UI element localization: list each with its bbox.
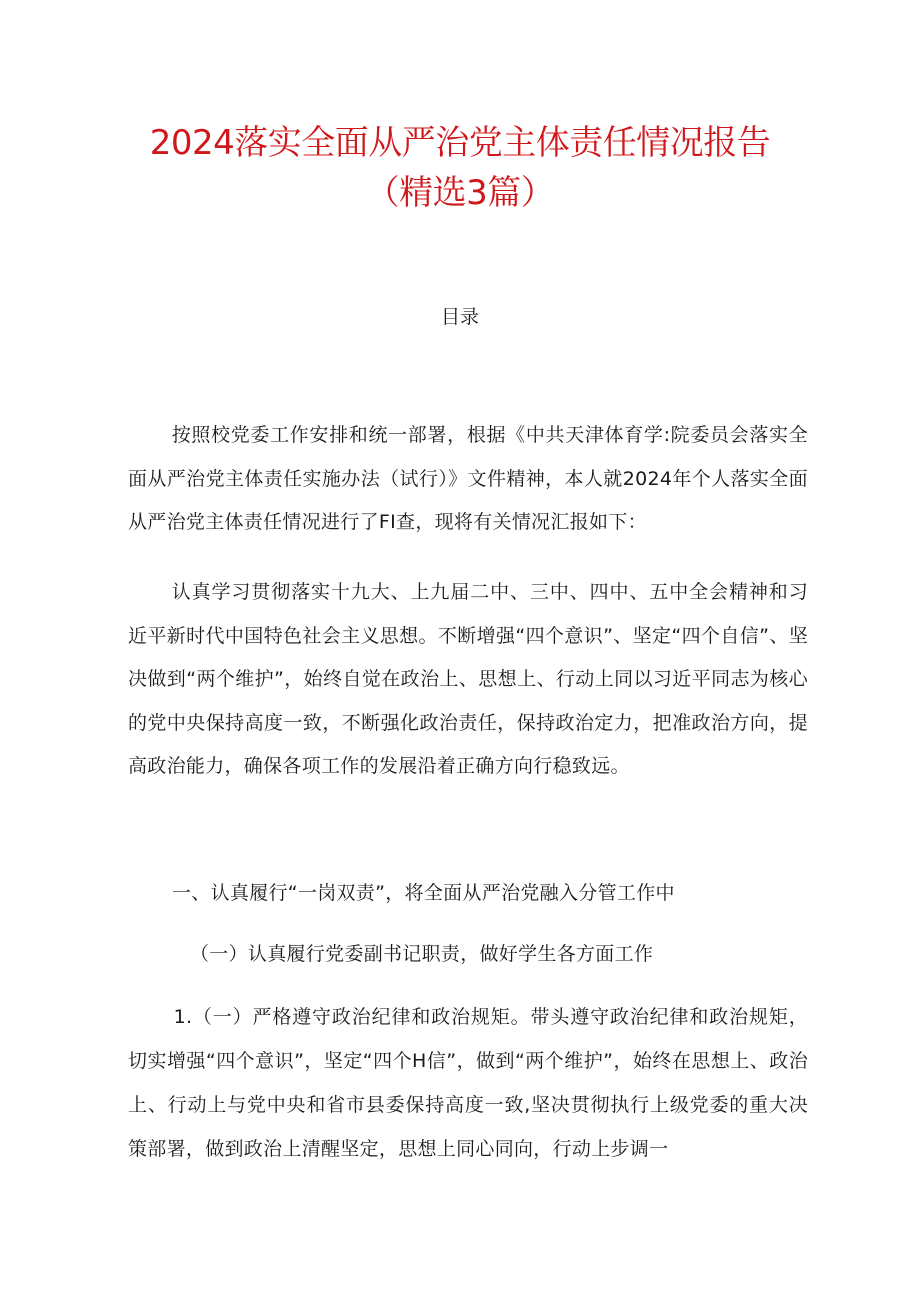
study-paragraph: 认真学习贯彻落实十九大、上九届二中、三中、四中、五中全会精神和习近平新时代中国特色社会主义思想。不断增强“四个意识”、坚定“四个自信”、坚决做到“两个维护”，始终自觉在政治上、思想上、行动上同以习近平同志为核心的党中央保持高度一致，不断强化政治责任，保持政治定力，把准政治方向，提高政治能力，确保各项工作的发展沿着正确方向行稳致远。	[128, 581, 808, 778]
intro-paragraph: 按照校党委工作安排和统一部署，根据《中共天津体育学:院委员会落实全面从严治党主体责任实施办法（试行）》文件精神，本人就2024年个人落实全面从严治党主体责任情况进行了FI查，现将有关情况汇报如下：	[128, 424, 808, 534]
toc-label: 目录	[440, 306, 479, 328]
section-heading-1: 一、认真履行“一岗双责”，将全面从严治党融入分管工作中	[172, 882, 675, 904]
document-title: 2024落实全面从严治党主体责任情况报告（精选3篇）	[149, 123, 771, 213]
discipline-paragraph: 1.（一）严格遵守政治纪律和政治规矩。带头遵守政治纪律和政治规矩，切实增强“四个意识”，坚定“四个H信”，做到“两个维护”，始终在思想上、政治上、行动上与党中央和省市县委保持高度一致,坚决贯彻执行上级党委的重大决策部署，做到政治上清醒坚定，思想上同心同向，行动上步调一	[128, 1006, 808, 1160]
subsection-heading-1: （一）认真履行党委副书记职责，做好学生各方面工作	[190, 943, 654, 965]
